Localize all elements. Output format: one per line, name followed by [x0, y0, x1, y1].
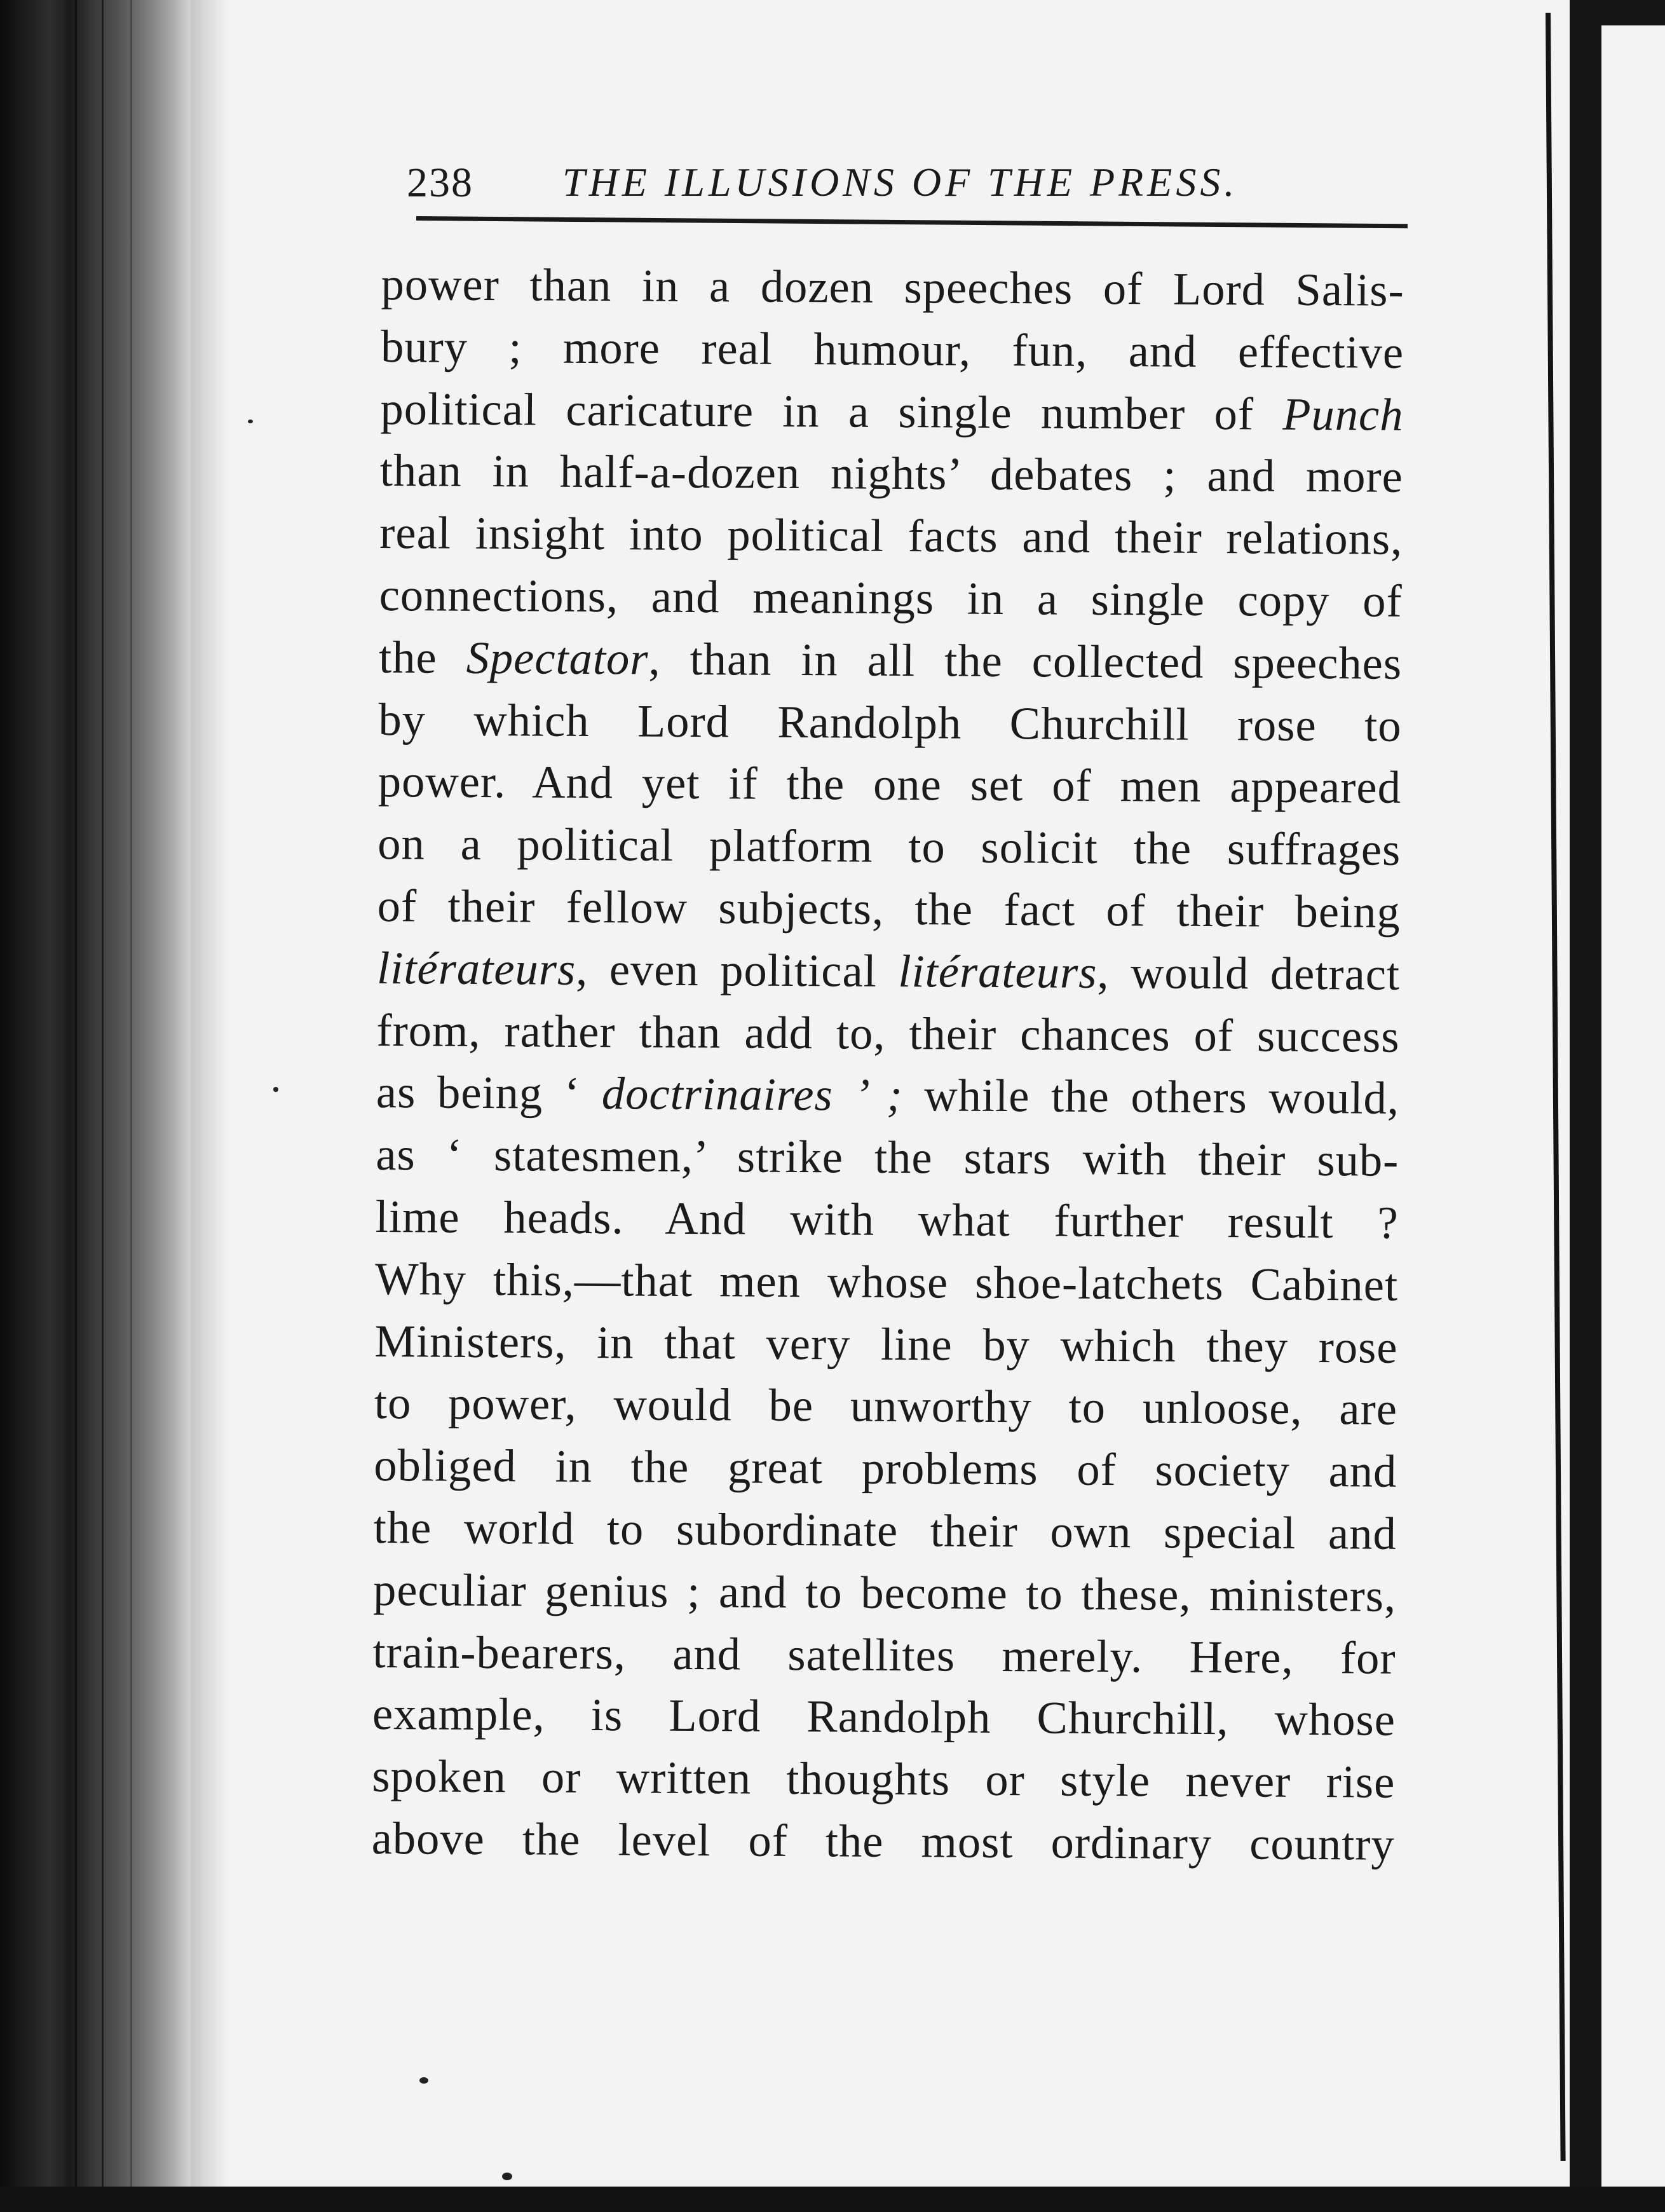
speck: [248, 420, 253, 423]
italic-text: doctrinaires ’ ;: [601, 1067, 903, 1121]
text-line: [378, 750, 1402, 819]
book-spine: [0, 0, 191, 2212]
next-page-edge: [1601, 25, 1665, 2187]
text-line: [379, 626, 1403, 695]
italic-text: litérateurs: [898, 945, 1098, 998]
text-run: example, is Lord Randolph Churchill, whose: [372, 1688, 1396, 1746]
text-line: [374, 1434, 1397, 1503]
spine-streak: [102, 0, 104, 2212]
text-run: while the others would,: [902, 1069, 1400, 1124]
text-line: [381, 315, 1404, 384]
italic-text: Spectator: [466, 631, 649, 685]
text-run: Why this,—that men whose shoe-latchets Cabinet: [374, 1252, 1399, 1311]
text-run: of their fellow subjects, the fact of their being: [377, 879, 1401, 938]
text-run: , even political: [575, 943, 899, 997]
text-line: [374, 1310, 1398, 1379]
text-line: [375, 1185, 1399, 1254]
text-run: to power, would be unworthy to unloose, are: [374, 1377, 1398, 1435]
speck: [502, 2173, 512, 2180]
text-run: obliged in the great problems of society and: [374, 1439, 1397, 1497]
text-run: Ministers, in that very line by which they rose: [374, 1314, 1398, 1373]
italic-text: Punch: [1282, 388, 1404, 440]
text-line: [380, 378, 1404, 446]
text-run: lime heads. And with what further result ?: [375, 1190, 1399, 1248]
text-line: [372, 1620, 1396, 1689]
italic-text: litérateurs: [376, 941, 576, 995]
bottom-edge: [0, 2187, 1665, 2212]
running-title: THE ILLUSIONS OF THE PRESS.: [562, 160, 1239, 205]
body-text: [371, 253, 1404, 1876]
text-run: , would detract: [1097, 946, 1401, 1000]
text-line: [377, 812, 1401, 881]
text-line: [380, 439, 1404, 508]
text-run: on a political platform to solicit the suffrages: [377, 817, 1401, 875]
text-run: power. And yet if the one set of men appeared: [377, 755, 1402, 814]
speck: [273, 1087, 278, 1092]
text-line: [377, 875, 1401, 943]
text-line: [373, 1559, 1397, 1627]
running-header: [407, 153, 1398, 210]
text-run: real insight into political facts and their relations,: [379, 507, 1403, 565]
text-line: [376, 999, 1400, 1068]
text-run: than in half-a-dozen nights’ debates ; and more: [379, 444, 1404, 503]
text-line: [378, 688, 1402, 757]
text-run: connections, and meanings in a single copy of: [379, 568, 1403, 627]
text-line: [381, 253, 1404, 322]
speck: [419, 2077, 428, 2084]
text-run: peculiar genius ; and to become to these, ministers,: [372, 1563, 1397, 1621]
text-line: [375, 1248, 1399, 1316]
text-line: [373, 1496, 1397, 1565]
text-run: above the level of the most ordinary country: [371, 1812, 1395, 1870]
text-line: [379, 502, 1403, 570]
text-run: , than in all the collected speeches: [648, 632, 1403, 689]
text-run: the world to subordinate their own special and: [373, 1501, 1397, 1559]
text-run: the: [378, 631, 466, 683]
text-run: power than in a dozen speeches of Lord Salis-: [381, 257, 1404, 316]
text-run: bury ; more real humour, fun, and effective: [380, 320, 1404, 378]
text-line: [377, 937, 1401, 1006]
spine-streak: [75, 0, 77, 2212]
text-line: [372, 1745, 1396, 1813]
page-number: 238: [407, 160, 473, 206]
text-run: as ‘ statesmen,’ strike the stars with their sub-: [376, 1128, 1399, 1186]
text-run: as being ‘: [376, 1066, 602, 1119]
text-line: [374, 1372, 1398, 1440]
gutter-shadow: [191, 0, 229, 2212]
text-run: train-bearers, and satellites merely. Here, for: [372, 1625, 1396, 1684]
text-line: [376, 1061, 1400, 1130]
text-run: political caricature in a single number of: [380, 382, 1283, 440]
spine-streak: [130, 0, 132, 2212]
text-run: from, rather than add to, their chances of success: [376, 1004, 1400, 1062]
text-line: [372, 1683, 1396, 1751]
text-line: [379, 564, 1403, 632]
text-line: [376, 1123, 1399, 1192]
text-run: spoken or written thoughts or style never rise: [372, 1750, 1396, 1808]
text-line: [371, 1807, 1395, 1876]
text-run: by which Lord Randolph Churchill rose to: [378, 693, 1402, 751]
